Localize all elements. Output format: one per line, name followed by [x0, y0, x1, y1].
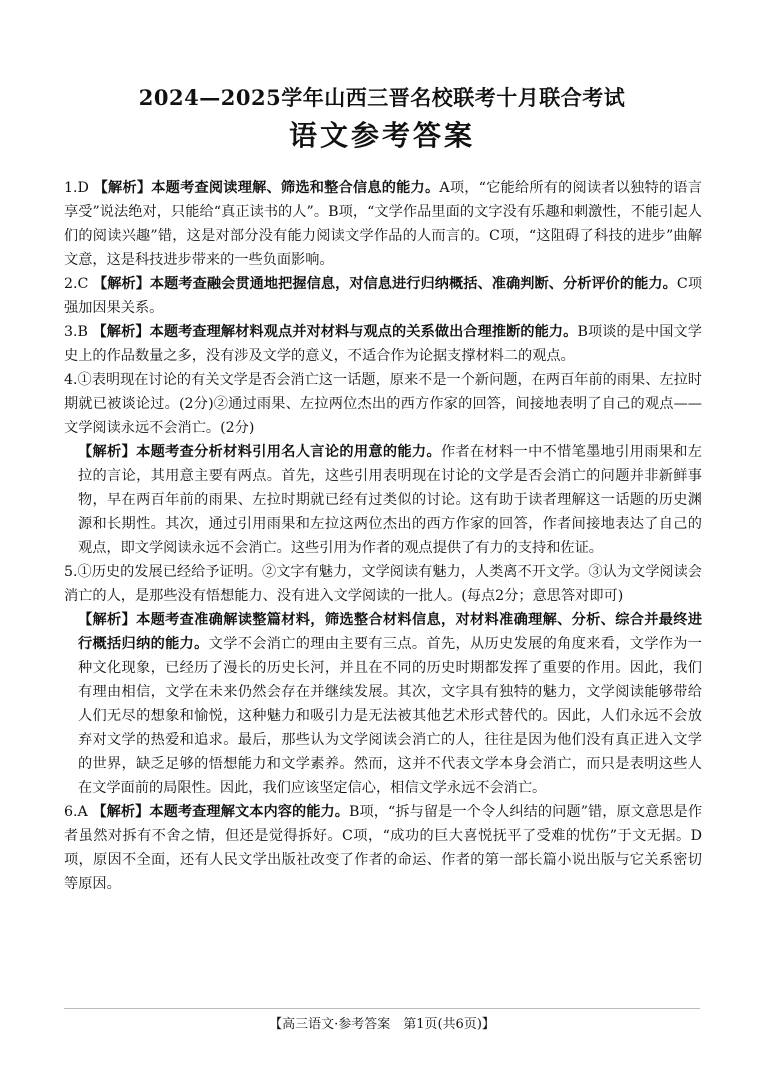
exam-title: 2024—2025学年山西三晋名校联考十月联合考试 — [138, 85, 626, 110]
answer-key-title: 语文参考答案 — [288, 119, 475, 152]
analysis-text: A项，“它能给所有的阅读者以独特的语言享受”说法绝对，只能给“真正读书的人”。B项，“文学作品里面的文字没有乐趣和刺激性，不能引起人们的阅读兴趣”错，这是对部分没有能力阅读文学作品的人而言的。C项，“这阻碍了科技的进步”曲解文意，这是科技进步带来的一些负面影响。 — [64, 180, 702, 268]
analysis-heading: 【解析】本题考查理解材料观点并对材料与观点的关系做出合理推断的能力。 — [92, 324, 578, 340]
analysis-text: C项强加因果关系。 — [64, 276, 703, 316]
answer-choice: 1.D — [64, 180, 94, 196]
analysis-text: 作者在材料一中不惜笔墨地引用雨果和左拉的言论，其用意主要有两点。首先，这些引用表明现在讨论的文学是否会消亡的问题并非新鲜事物，早在两百年前的雨果、左拉时期就已经有过类似的讨论。这有助于读者理解这一话题的历史渊源和长期性。其次，通过引用雨果和左拉这两位杰出的西方作家的回答，作者间接地表达了自己的观点，即文学阅读永远不会消亡。这些引用为作者的观点提供了有力的支持和佐证。 — [78, 444, 702, 556]
analysis-heading: 【解析】本题考查分析材料引用名人言论的用意的能力。 — [78, 444, 441, 460]
analysis-heading: 【解析】本题考查准确解读整篇材料，筛选整合材料信息，对材料准确理解、分析、综合并最终进行概括归纳的能力。 — [78, 612, 702, 652]
analysis-block — [64, 440, 702, 560]
analysis-text: B项谈的是中国文学史上的作品数量之多，没有涉及文学的意义，不适合作为论据支撑材料二的观点。 — [64, 324, 702, 364]
analysis-heading: 【解析】本题考查融会贯通地把握信息，对信息进行归纳概括、准确判断、分析评价的能力。 — [92, 276, 677, 292]
answer-item-6 — [64, 800, 702, 896]
footer-divider — [64, 1008, 700, 1009]
answer-item-4 — [64, 368, 702, 560]
analysis-text: B项，“拆与留是一个令人纠结的问题”错，原文意思是作者虽然对拆有不舍之情，但还是觉得拆好。C项，“成功的巨大喜悦抚平了受难的忧伤”于文无据。D项，原因不全面，还有人民文学出版社改变了作者的命运、作者的第一部长篇小说出版与它关系密切等原因。 — [64, 804, 703, 892]
analysis-text: 文学不会消亡的理由主要有三点。首先，从历史发展的角度来看，文学作为一种文化现象，已经历了漫长的历史长河，并且在不同的历史时期都发挥了重要的作用。因此，我们有理由相信，文学在未来仍然会存在并继续发展。其次，文字具有独特的魅力，文学阅读能够带给人们无尽的想象和愉悦，这种魅力和吸引力是无法被其他艺术形式替代的。因此，人们永远不会放弃对文学的热爱和追求。最后，那些认为文学阅读会消亡的人，往往是因为他们没有真正进入文学的世界，缺乏足够的悟想能力和文学素养。然而，这并不代表文学本身会消亡，而只是表明这些人在文学面前的局限性。因此，我们应该坚定信心，相信文学永远不会消亡。 — [78, 636, 702, 796]
answer-item-1 — [64, 176, 702, 272]
answer-text: 5.①历史的发展已经给予证明。②文字有魅力，文学阅读有魅力，人类离不开文学。③认为文学阅读会消亡的人，是那些没有悟想能力、没有进入文学阅读的一批人。(每点2分；意思答对即可) — [64, 564, 702, 604]
analysis-heading: 【解析】本题考查理解文本内容的能力。 — [92, 804, 350, 820]
analysis-block — [64, 608, 702, 800]
page-footer: 【高三语文·参考答案 第1页(共6页)】 — [269, 1017, 495, 1032]
answer-item-5 — [64, 560, 702, 800]
answer-choice: 3.B — [64, 324, 93, 340]
analysis-heading: 【解析】本题考查阅读理解、筛选和整合信息的能力。 — [93, 180, 440, 196]
answer-item-3 — [64, 320, 702, 368]
answer-text: 4.①表明现在讨论的有关文学是否会消亡这一话题，原来不是一个新问题，在两百年前的雨果、左拉时期就已被谈论过。(2分)②通过雨果、左拉两位杰出的西方作家的回答，间接地表明了自己的观点——文学阅读永远不会消亡。(2分) — [64, 372, 702, 436]
answer-item-2 — [64, 272, 702, 320]
answer-choice: 2.C — [64, 276, 93, 292]
answer-choice: 6.A — [64, 804, 93, 820]
answer-content — [64, 176, 702, 896]
